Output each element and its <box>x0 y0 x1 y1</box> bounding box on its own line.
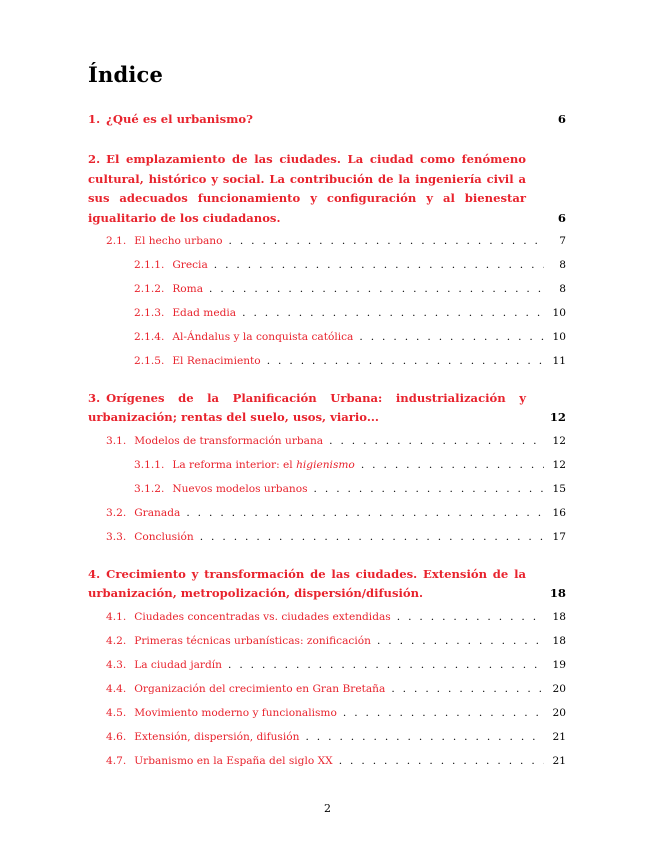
entry-number: 2.1.3. <box>134 307 165 320</box>
entry-number: 3.3. <box>106 530 127 543</box>
entry-label: La reforma interior: el <box>172 458 293 471</box>
toc-entry-2-1-3[interactable] <box>134 306 566 320</box>
entry-label: Movimiento moderno y funcionalismo <box>134 706 337 719</box>
dot-leader <box>208 258 544 272</box>
toc-entry-2-1-4[interactable] <box>134 330 566 344</box>
toc-entry-4-6[interactable] <box>106 730 566 744</box>
toc-section-3[interactable] <box>88 389 566 428</box>
section-page-number: 6 <box>557 112 566 126</box>
entry-page-number: 21 <box>552 730 566 743</box>
toc-section-2[interactable] <box>88 150 566 228</box>
entry-number: 4.6. <box>106 730 127 743</box>
page-number: 2 <box>324 802 331 815</box>
section-page-number: 12 <box>549 410 566 425</box>
entry-label: Extensión, dispersión, difusión <box>134 730 300 743</box>
entry-page-number: 11 <box>552 355 566 368</box>
entry-label: Urbanismo en la España del siglo XX <box>134 754 333 767</box>
toc-entry-3-1-1[interactable] <box>134 458 566 472</box>
entry-page-number: 12 <box>552 434 566 447</box>
dot-leader <box>333 754 544 768</box>
entry-number: 4.2. <box>106 634 127 647</box>
entry-number: 3.1. <box>106 434 127 447</box>
entry-label: Ciudades concentradas vs. ciudades extendidas <box>134 610 391 623</box>
toc-entry-4-4[interactable] <box>106 682 566 696</box>
dot-leader <box>261 354 544 368</box>
entry-number: 4.4. <box>106 682 127 695</box>
dot-leader <box>236 306 544 320</box>
toc-title: Índice <box>88 62 164 87</box>
dot-leader <box>223 234 545 248</box>
dot-leader <box>371 634 544 648</box>
entry-label: Granada <box>134 506 181 519</box>
section-number: 2. <box>88 152 101 167</box>
section-title: El emplazamiento de las ciudades. La ciudad como fenómeno cultural, histórico y social. La contribución de la ingeniería civil a sus adecuados funcionamiento y configuración y al bienestar igualitario de los ciudadanos. <box>88 152 526 225</box>
entry-label: Primeras técnicas urbanísticas: zonificación <box>134 634 371 647</box>
entry-label: El hecho urbano <box>134 235 223 248</box>
entry-page-number: 8 <box>559 283 566 296</box>
entry-page-number: 8 <box>559 259 566 272</box>
dot-leader <box>299 730 544 744</box>
dot-leader <box>385 682 544 696</box>
dot-leader <box>355 458 544 472</box>
dot-leader <box>203 282 544 296</box>
entry-label: El Renacimiento <box>172 355 261 368</box>
dot-leader <box>194 530 544 544</box>
entry-page-number: 10 <box>552 331 566 344</box>
entry-number: 3.1.1. <box>134 458 165 471</box>
table-of-contents <box>88 110 566 768</box>
entry-page-number: 7 <box>559 235 566 248</box>
toc-entry-2-1[interactable] <box>106 234 566 248</box>
entry-page-number: 20 <box>552 682 566 695</box>
entry-number: 4.1. <box>106 610 127 623</box>
entry-label: Edad media <box>172 307 237 320</box>
dot-leader <box>323 434 544 448</box>
entry-number: 4.3. <box>106 658 127 671</box>
entry-page-number: 15 <box>552 482 566 495</box>
toc-entry-2-1-5[interactable] <box>134 354 566 368</box>
toc-entry-2-1-2[interactable] <box>134 282 566 296</box>
section-page-number: 6 <box>557 210 566 225</box>
entry-number: 2.1.5. <box>134 355 165 368</box>
toc-section-1[interactable] <box>88 110 566 129</box>
entry-page-number: 20 <box>552 706 566 719</box>
toc-entry-3-1[interactable] <box>106 434 566 448</box>
toc-section-4[interactable] <box>88 565 566 604</box>
toc-entry-4-1[interactable] <box>106 610 566 624</box>
section-page-number: 18 <box>549 586 566 601</box>
entry-label-emphasis: higienismo <box>296 458 355 471</box>
entry-label: Roma <box>172 283 204 296</box>
entry-number: 2.1.1. <box>134 259 165 272</box>
entry-page-number: 19 <box>552 658 566 671</box>
toc-entry-3-3[interactable] <box>106 530 566 544</box>
section-number: 1. <box>88 112 101 126</box>
dot-leader <box>308 482 544 496</box>
toc-entry-4-5[interactable] <box>106 706 566 720</box>
toc-entry-4-7[interactable] <box>106 754 566 768</box>
section-number: 4. <box>88 566 101 581</box>
entry-number: 3.1.2. <box>134 482 165 495</box>
toc-entry-4-3[interactable] <box>106 658 566 672</box>
entry-label: Grecia <box>172 259 208 272</box>
entry-label: Organización del crecimiento en Gran Bretaña <box>134 682 386 695</box>
section-title: Crecimiento y transformación de las ciudades. Extensión de la urbanización, metropolización, dispersión/difusión. <box>88 566 526 601</box>
dot-leader <box>391 610 544 624</box>
entry-number: 4.7. <box>106 754 127 767</box>
entry-number: 3.2. <box>106 506 127 519</box>
entry-label: Modelos de transformación urbana <box>134 434 324 447</box>
toc-entry-2-1-1[interactable] <box>134 258 566 272</box>
entry-number: 4.5. <box>106 706 127 719</box>
entry-page-number: 18 <box>552 634 566 647</box>
entry-page-number: 17 <box>552 530 566 543</box>
entry-label: La ciudad jardín <box>134 658 222 671</box>
dot-leader <box>337 706 544 720</box>
dot-leader <box>222 658 544 672</box>
entry-number: 2.1. <box>106 235 127 248</box>
entry-label: Conclusión <box>134 530 194 543</box>
toc-entry-4-2[interactable] <box>106 634 566 648</box>
toc-entry-3-2[interactable] <box>106 506 566 520</box>
section-number: 3. <box>88 391 101 406</box>
entry-page-number: 10 <box>552 307 566 320</box>
entry-page-number: 12 <box>552 458 566 471</box>
dot-leader <box>353 330 544 344</box>
section-title: ¿Qué es el urbanismo? <box>106 112 253 126</box>
entry-page-number: 16 <box>552 506 566 519</box>
section-title: Orígenes de la Planificación Urbana: industrialización y urbanización; rentas del suelo, usos, viario... <box>88 391 526 425</box>
toc-entry-3-1-2[interactable] <box>134 482 566 496</box>
entry-page-number: 21 <box>552 754 566 767</box>
dot-leader <box>180 506 544 520</box>
entry-number: 2.1.4. <box>134 331 165 344</box>
entry-number: 2.1.2. <box>134 283 165 296</box>
entry-label: Nuevos modelos urbanos <box>172 482 308 495</box>
entry-page-number: 18 <box>552 610 566 623</box>
entry-label: Al-Ándalus y la conquista católica <box>172 331 354 344</box>
